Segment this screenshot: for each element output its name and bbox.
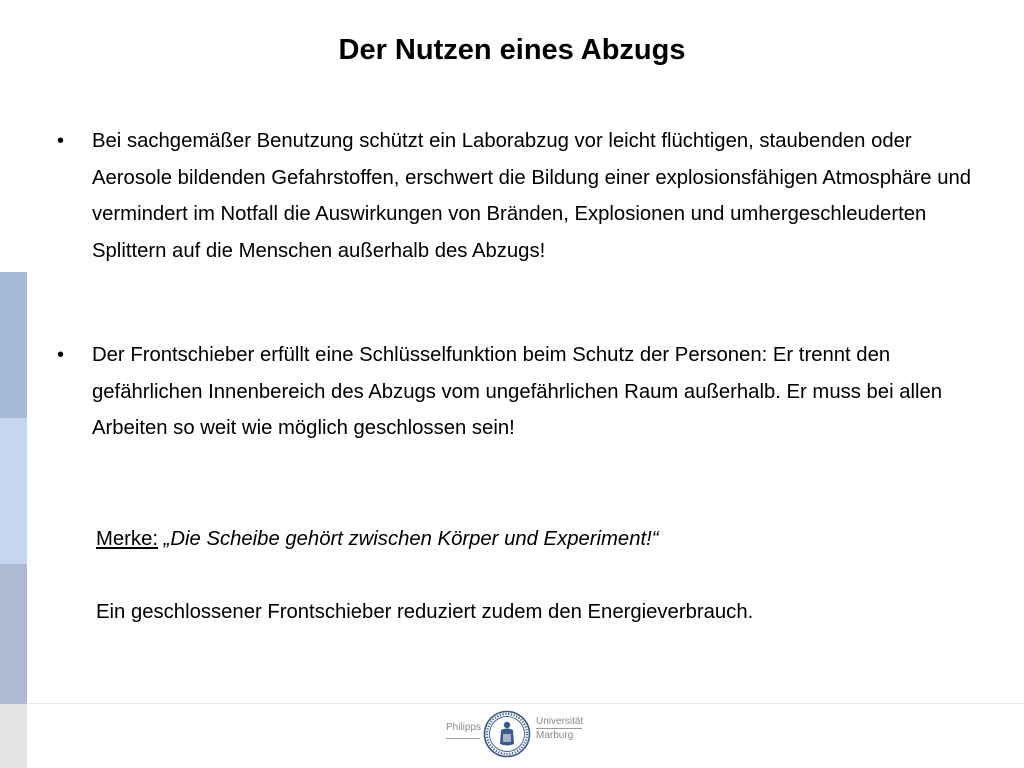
logo-word-universitaet: Universität — [536, 716, 584, 727]
merke-label: Merke: — [96, 528, 158, 550]
merke-quote: „Die Scheibe gehört zwischen Körper und Experiment!“ — [163, 528, 659, 550]
footer-divider — [27, 703, 1024, 704]
bullet-text: Bei sachgemäßer Benutzung schützt ein Laborabzug vor leicht flüchtigen, staubenden oder Aerosole bildenden Gefahrstoffen, erschwert die Bildung einer explosionsfähigen Atmosphäre und vermindert im Notfall die Auswirkungen von Bränden, Explosionen und umhergeschleuderten Splittern auf die Menschen außerhalb des Abzugs! — [92, 130, 972, 262]
sidebar-band-top — [0, 272, 27, 418]
slide-title: Der Nutzen eines Abzugs — [338, 34, 686, 66]
logo-rule-left — [446, 738, 480, 739]
seal-figure-head — [504, 722, 510, 728]
bullet-marker: • — [57, 344, 65, 366]
logo-word-marburg: Marburg — [536, 730, 574, 741]
bullet-text: Der Frontschieber erfüllt eine Schlüsselfunktion beim Schutz der Personen: Er trennt den gefährlichen Innenbereich des Abzugs vom ungefährlichen Raum außerhalb. Er muss bei allen Arbeiten so weit wie möglich geschlossen sein! — [92, 344, 943, 440]
merke-note — [96, 521, 659, 557]
seal-figure-shield — [503, 734, 511, 742]
sidebar-band-bottom — [0, 704, 27, 768]
bullet-marker: • — [57, 130, 65, 152]
sidebar-band-lower — [0, 564, 27, 704]
energy-note: Ein geschlossener Frontschieber reduziert zudem den Energieverbrauch. — [96, 601, 754, 623]
university-seal-icon — [483, 710, 531, 758]
university-logo — [444, 708, 584, 760]
logo-word-philipps: Philipps — [446, 722, 482, 733]
sidebar-band-middle — [0, 418, 27, 564]
logo-rule-right — [536, 728, 582, 729]
